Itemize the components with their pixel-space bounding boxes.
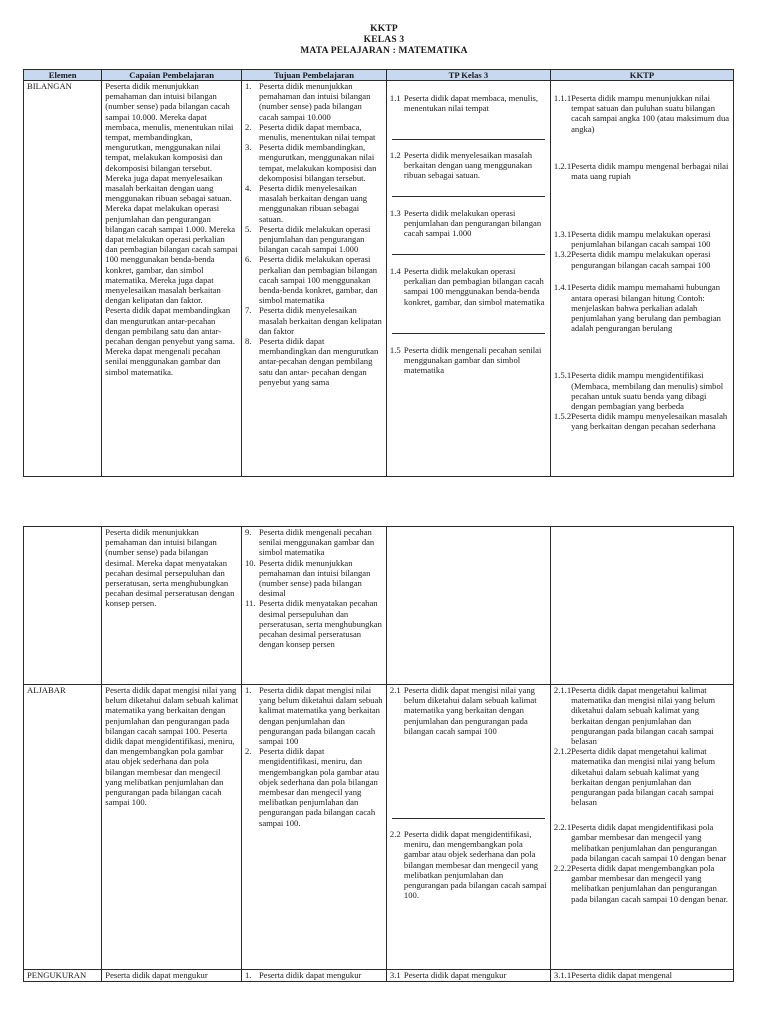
list-item: 1.1.1 Peserta didik mampu menunjukkan nilai tempat satuan dan puluhan suatu bilangan cacah sampai angka 100 (atau maksimum dua angka) — [553, 93, 730, 134]
kktp-table-part2 — [23, 526, 734, 982]
elemen-cell — [24, 685, 102, 970]
list-item: 4. Peserta didik menyelesaikan masalah berkaitan dengan uang menggunakan ribuan sebagai satuan. — [244, 183, 368, 224]
kktp-cell — [550, 685, 733, 970]
tp-cell — [386, 685, 550, 970]
capaian-text: Peserta didik menunjukkan pemahaman dan intuisi bilangan (number sense) pada bilangan cacah sampai 10.000. Mereka dapat membaca, menulis, menentukan nilai tempat, membandingkan, mengurutkan, menggunakan nilai tempat, melakukan komposisi dan dekomposisi bilangan tersebut. Mereka juga dapat menyelesaikan masalah berkaitan dengan uang menggunakan ribuan sebagai satuan. Mereka dapat melakukan operasi penjumlahan dan pengurangan bilangan cacah sampai 1.000. Mereka dapat melakukan operasi perkalian dan pembagian bilangan cacah sampai 100 menggunakan benda-benda konkret, gambar, dan simbol matematika. Mereka juga dapat menyelesaikan masalah berkaitan dengan kelipatan dan faktor. — [105, 81, 238, 306]
list-item: 2.2.2 Peserta didik dapat mengembangkan pola gambar membesar dan mengecil yang melibatkan penjumlahan dan pengurangan pada bilangan cacah sampai 10 dengan benar. — [553, 863, 728, 904]
capaian-cell — [102, 81, 242, 477]
elemen-cell — [24, 970, 102, 982]
elemen-pengukuran: PENGUKURAN — [27, 970, 87, 980]
capaian-cell — [102, 685, 242, 970]
list-item: 1. Peserta didik dapat mengisi nilai yang belum diketahui dalam sebuah kalimat matematika yang berkaitan dengan penjumlahan dan pengurangan pada bilangan cacah sampai 100 — [244, 685, 383, 747]
list-item: 1.4.1 Peserta didik mampu memahami hubungan antara operasi bilangan hitung Contoh: menjelaskan bahwa perkalian adalah penjumlahan yang berulang dan pembagian adalah pengurangan berulang — [553, 282, 721, 334]
list-item: 2.2 Peserta didik dapat mengidentifikasi, meniru, dan mengembangkan pola gambar atau objek sederhana dan pola bilangan membesar dan mengecil yang melibatkan penjumlahan dan pengurangan pada bilangan cacah sampai 100. — [389, 829, 547, 901]
list-item: 3.1.1 Peserta didik dapat mengenal — [553, 970, 673, 980]
tujuan-cell — [241, 81, 386, 477]
header-kktp: KKTP — [550, 70, 733, 81]
tujuan-cell — [241, 970, 386, 982]
tp-cell — [386, 527, 550, 685]
list-item: 8. Peserta didik dapat membandingkan dan mengurutkan antar-pecahan dengan pembilang satu dan antar- pecahan dengan penyebut yang sama — [244, 336, 379, 387]
header-tp: TP Kelas 3 — [386, 70, 550, 81]
tujuan-cell — [241, 527, 386, 685]
list-item: 1. Peserta didik menunjukkan pemahaman dan intuisi bilangan (number sense) pada bilangan cacah sampai 10.000 — [244, 81, 371, 122]
list-item: 1.3 Peserta didik melakukan operasi penjumlahan dan pengurangan bilangan cacah sampai 1.000 — [389, 208, 542, 239]
tujuan-cell — [241, 685, 386, 970]
doc-title: KKTP — [370, 24, 398, 34]
tp-cell — [386, 970, 550, 982]
list-item: 1. Peserta didik dapat mengukur — [244, 970, 362, 980]
list-item: 1.5 Peserta didik mengenali pecahan senilai menggunakan gambar dan simbol matematika — [389, 345, 542, 376]
list-item: 1.2.1 Peserta didik mampu mengenal berbagai nilai mata uang rupiah — [553, 161, 729, 182]
list-item: 10. Peserta didik menunjukkan pemahaman dan intuisi bilangan (number sense) pada bilangan desimal — [244, 557, 371, 599]
capaian-cell — [102, 970, 242, 982]
capaian-text: Peserta didik menunjukkan pemahaman dan intuisi bilangan (number sense) pada bilangan desimal. Mereka dapat menyatakan pecahan desimal persepuluhan dan perseratusan, serta menghubungkan pecahan desimal perseratusan dengan konsep persen. — [105, 527, 235, 609]
list-item: 2. Peserta didik dapat mengidentifikasi, meniru, dan mengembangkan pola gambar atau objek sederhana dan pola bilangan membesar dan mengecil yang melibatkan penjumlahan dan pengurangan pada bilangan cacah sampai 100. — [244, 746, 379, 828]
tp-cell — [386, 81, 550, 477]
list-item: 2.1 Peserta didik dapat mengisi nilai yang belum diketahui dalam sebuah kalimat matematika yang berkaitan dengan penjumlahan dan pengurangan pada bilangan cacah sampai 100 — [389, 685, 537, 736]
list-item: 6. Peserta didik melakukan operasi perkalian dan pembagian bilangan cacah sampai 100 menggunakan benda-benda konkret, gambar, dan simbol matematika — [244, 254, 378, 306]
table-row — [24, 81, 734, 477]
list-item: 9. Peserta didik mengenali pecahan senilai menggunakan gambar dan simbol matematika — [244, 527, 375, 558]
list-item: 5. Peserta didik melakukan operasi penjumlahan dan pengurangan bilangan cacah sampai 1.000 — [244, 223, 371, 255]
elemen-cell — [24, 527, 102, 685]
elemen-aljabar: ALJABAR — [27, 685, 66, 695]
header-tujuan: Tujuan Pembelajaran — [241, 70, 386, 81]
kktp-cell — [550, 970, 733, 982]
list-item: 2. Peserta didik dapat membaca, menulis, menentukan nilai tempat — [244, 121, 376, 143]
elemen-cell — [24, 81, 102, 477]
doc-class: KELAS 3 — [363, 35, 405, 45]
doc-subject: MATA PELAJARAN : MATEMATIKA — [300, 46, 468, 56]
header-capaian: Capaian Pembelajaran — [102, 70, 242, 81]
list-item: 2.1.2 Peserta didik dapat mengetahui kalimat matematika dan mengisi nilai yang belum diketahui dalam sebuah kalimat yang berkaitan dengan penjumlahan dan pengurangan pada bilangan cacah sampai belasan — [553, 746, 716, 808]
list-item: 1.1 Peserta didik dapat membaca, menulis, menentukan nilai tempat — [389, 93, 539, 114]
table-row — [24, 685, 734, 970]
kktp-cell — [550, 81, 733, 477]
list-item: 2.1.1 Peserta didik dapat mengetahui kalimat matematika dan mengisi nilai yang belum diketahui dalam sebuah kalimat yang berkaitan dengan penjumlahan dan pengurangan pada bilangan cacah sampai belasan — [553, 685, 716, 747]
list-item: 1.5.1 Peserta didik mampu mengidentifikasi (Membaca, membilang dan menulis) simbol pecahan untuk suatu benda yang dibagi dengan pembagian yang berbeda — [553, 370, 724, 412]
list-item: 1.3.2 Peserta didik mampu melakukan operasi pengurangan bilangan cacah sampai 100 — [553, 249, 711, 270]
header-elemen: Elemen — [24, 70, 102, 81]
capaian-text: Peserta didik dapat membandingkan dan mengurutkan antar-pecahan dengan pembilang satu dan antar- pecahan dengan penyebut yang sama. Mereka dapat mengenali pecahan senilai menggunakan gambar dan simbol matematika. — [105, 305, 235, 377]
list-item: 1.2 Peserta didik menyelesaikan masalah berkaitan dengan uang menggunakan ribuan sebagai satuan. — [389, 150, 533, 181]
capaian-text: Peserta didik dapat mengukur — [105, 970, 208, 980]
list-item: 3.1 Peserta didik dapat mengukur — [389, 970, 507, 980]
capaian-cell — [102, 527, 242, 685]
list-item: 2.2.1 Peserta didik dapat mengidentifikasi pola gambar membesar dan mengecil yang melibatkan penjumlahan dan pengurangan pada bilangan cacah sampai 10 dengan benar — [553, 822, 727, 863]
table-row — [24, 970, 734, 982]
list-item: 1.3.1 Peserta didik mampu melakukan operasi penjumlahan bilangan cacah sampai 100 — [553, 229, 711, 250]
kktp-table-part1 — [23, 69, 734, 477]
kktp-cell — [550, 527, 733, 685]
capaian-text: Peserta didik dapat mengisi nilai yang belum diketahui dalam sebuah kalimat matematika yang berkaitan dengan penjumlahan dan pengurangan pada bilangan cacah sampai 100. Peserta didik dapat mengidentifikasi, meniru, dan mengembangkan pola gambar atau objek sederhana dan pola bilangan membesar dan mengecil yang melibatkan penjumlahan dan pengurangan pada bilangan cacah sampai 100. — [105, 685, 238, 808]
list-item: 1.5.2 Peserta didik mampu menyelesaikan masalah yang berkaitan dengan pecahan sederhana — [553, 411, 728, 432]
list-item: 3. Peserta didik membandingkan, mengurutkan, menggunakan nilai tempat, melakukan komposisi dan dekomposisi bilangan tersebut. — [244, 142, 377, 183]
elemen-bilangan: BILANGAN — [27, 81, 72, 91]
list-item: 1.4 Peserta didik melakukan operasi perkalian dan pembagian bilangan cacah sampai 100 menggunakan benda-benda konkret, gambar, dan simbol matematika — [389, 266, 545, 307]
table-row — [24, 527, 734, 685]
list-item: 7. Peserta didik menyelesaikan masalah berkaitan dengan kelipatan dan faktor — [244, 305, 382, 336]
table-header-row — [24, 70, 734, 81]
list-item: 11. Peserta didik menyatakan pecahan desimal persepuluhan dan perseratusan, serta menghubungkan pecahan desimal perseratusan dengan konsep persen — [244, 598, 382, 650]
